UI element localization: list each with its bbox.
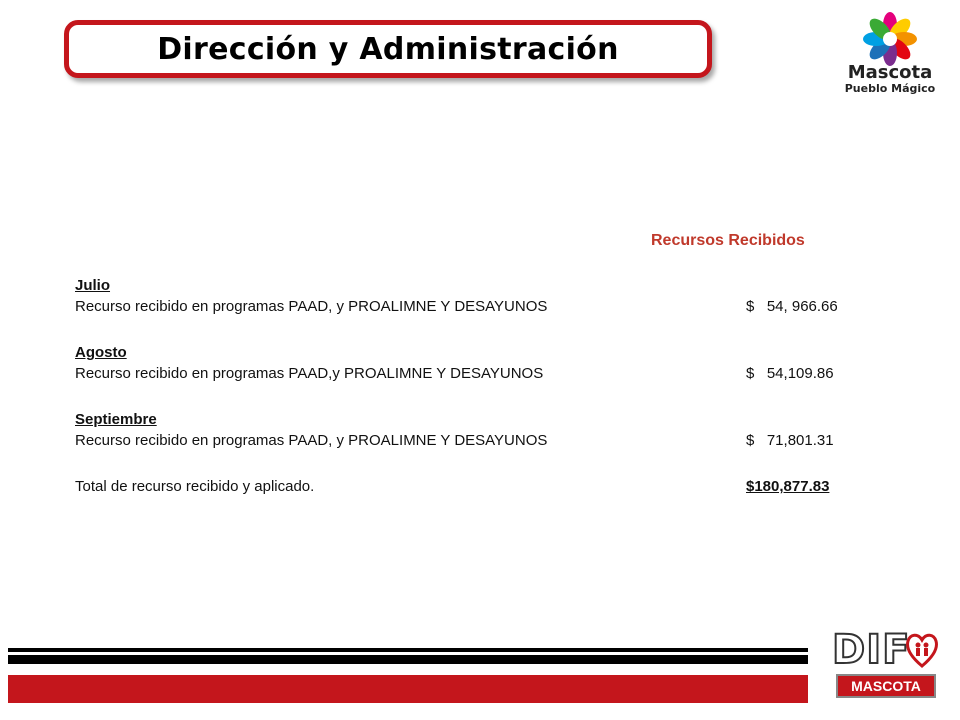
total-label: Total de recurso recibido y aplicado.	[75, 478, 315, 495]
row-amount: $ 71,801.31	[746, 432, 834, 449]
row-amount: $ 54, 966.66	[746, 298, 838, 315]
total-amount: $180,877.83	[746, 478, 830, 495]
dif-badge: MASCOTA	[836, 674, 936, 698]
mascota-logo	[840, 12, 940, 102]
footer-line	[8, 655, 808, 664]
row-description: Recurso recibido en programas PAAD,y PROALIMNE Y DESAYUNOS	[75, 365, 544, 382]
month-group-julio	[75, 276, 875, 318]
dif-logo	[830, 628, 942, 704]
flower-icon	[840, 12, 940, 66]
resource-row	[75, 430, 875, 452]
title-box	[64, 20, 712, 78]
footer-red-bar	[8, 675, 808, 703]
page-title: Dirección y Administración	[157, 31, 619, 67]
dif-wordmark: DIF	[832, 627, 911, 673]
brand-tagline: Pueblo Mágico	[844, 82, 936, 95]
month-heading: Julio	[75, 277, 111, 294]
row-description: Recurso recibido en programas PAAD, y PROALIMNE Y DESAYUNOS	[75, 432, 548, 449]
resource-row	[75, 296, 875, 318]
month-heading: Agosto	[75, 344, 127, 361]
resource-row	[75, 363, 875, 385]
row-amount: $ 54,109.86	[746, 365, 834, 382]
section-title: Recursos Recibidos	[651, 232, 805, 249]
total-group	[75, 476, 875, 498]
footer-line	[8, 648, 808, 652]
month-heading: Septiembre	[75, 411, 157, 428]
month-group-septiembre	[75, 410, 875, 452]
brand-name: Mascota	[847, 62, 933, 83]
heart-family-icon	[904, 630, 940, 670]
total-row	[75, 476, 875, 498]
month-group-agosto	[75, 343, 875, 385]
row-description: Recurso recibido en programas PAAD, y PROALIMNE Y DESAYUNOS	[75, 298, 548, 315]
